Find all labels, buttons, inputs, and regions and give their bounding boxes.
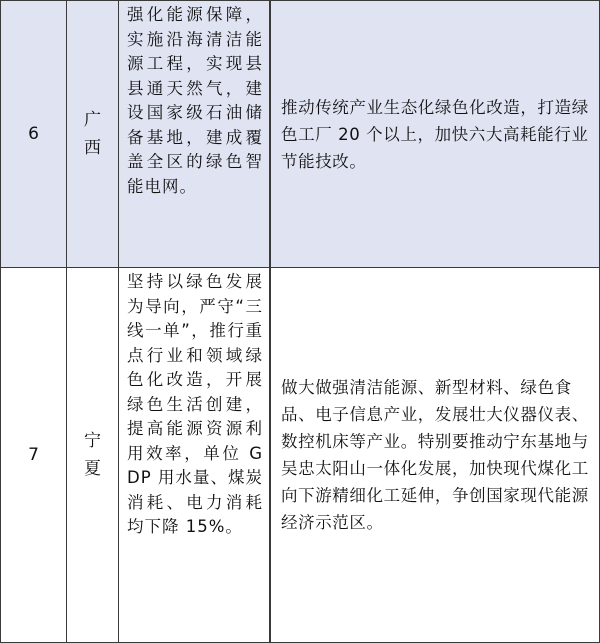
- measures-cell: [119, 1, 271, 267]
- measures-text: 坚持以绿色发展为导向，严守“三线一单”，推行重点行业和领域绿色化改造，开展绿色生活创建，提高能源资源利用效率，单位 GDP 用水量、煤炭消耗、电力消耗均下降 15%。: [127, 272, 263, 536]
- region-cell: [67, 1, 119, 267]
- plan-cell: [271, 1, 599, 267]
- table-row: [1, 268, 599, 642]
- measures-cell: [119, 268, 271, 642]
- row-number-cell: [1, 268, 67, 642]
- region-name: 广西: [84, 110, 101, 158]
- plan-text: 推动传统产业生态化绿色化改造，打造绿色工厂 20 个以上，加快六大高耗能行业节能技改。: [281, 97, 589, 171]
- row-number: 7: [28, 445, 39, 465]
- region-name: 宁夏: [84, 431, 101, 479]
- row-number-cell: [1, 1, 67, 267]
- plan-cell: [271, 268, 599, 642]
- region-cell: [67, 268, 119, 642]
- plan-text: 做大做强清洁能源、新型材料、绿色食品、电子信息产业，发展壮大仪器仪表、数控机床等产业。特别要推动宁东基地与吴忠太阳山一体化发展，加快现代煤化工向下游精细化工延伸，争创国家现代能源经济示范区。: [281, 378, 589, 532]
- table-row: [1, 1, 599, 268]
- row-number: 6: [28, 124, 39, 144]
- measures-text: 强化能源保障，实施沿海清洁能源工程，实现县县通天然气，建设国家级石油储备基地，建成覆盖全区的绿色智能电网。: [127, 5, 263, 196]
